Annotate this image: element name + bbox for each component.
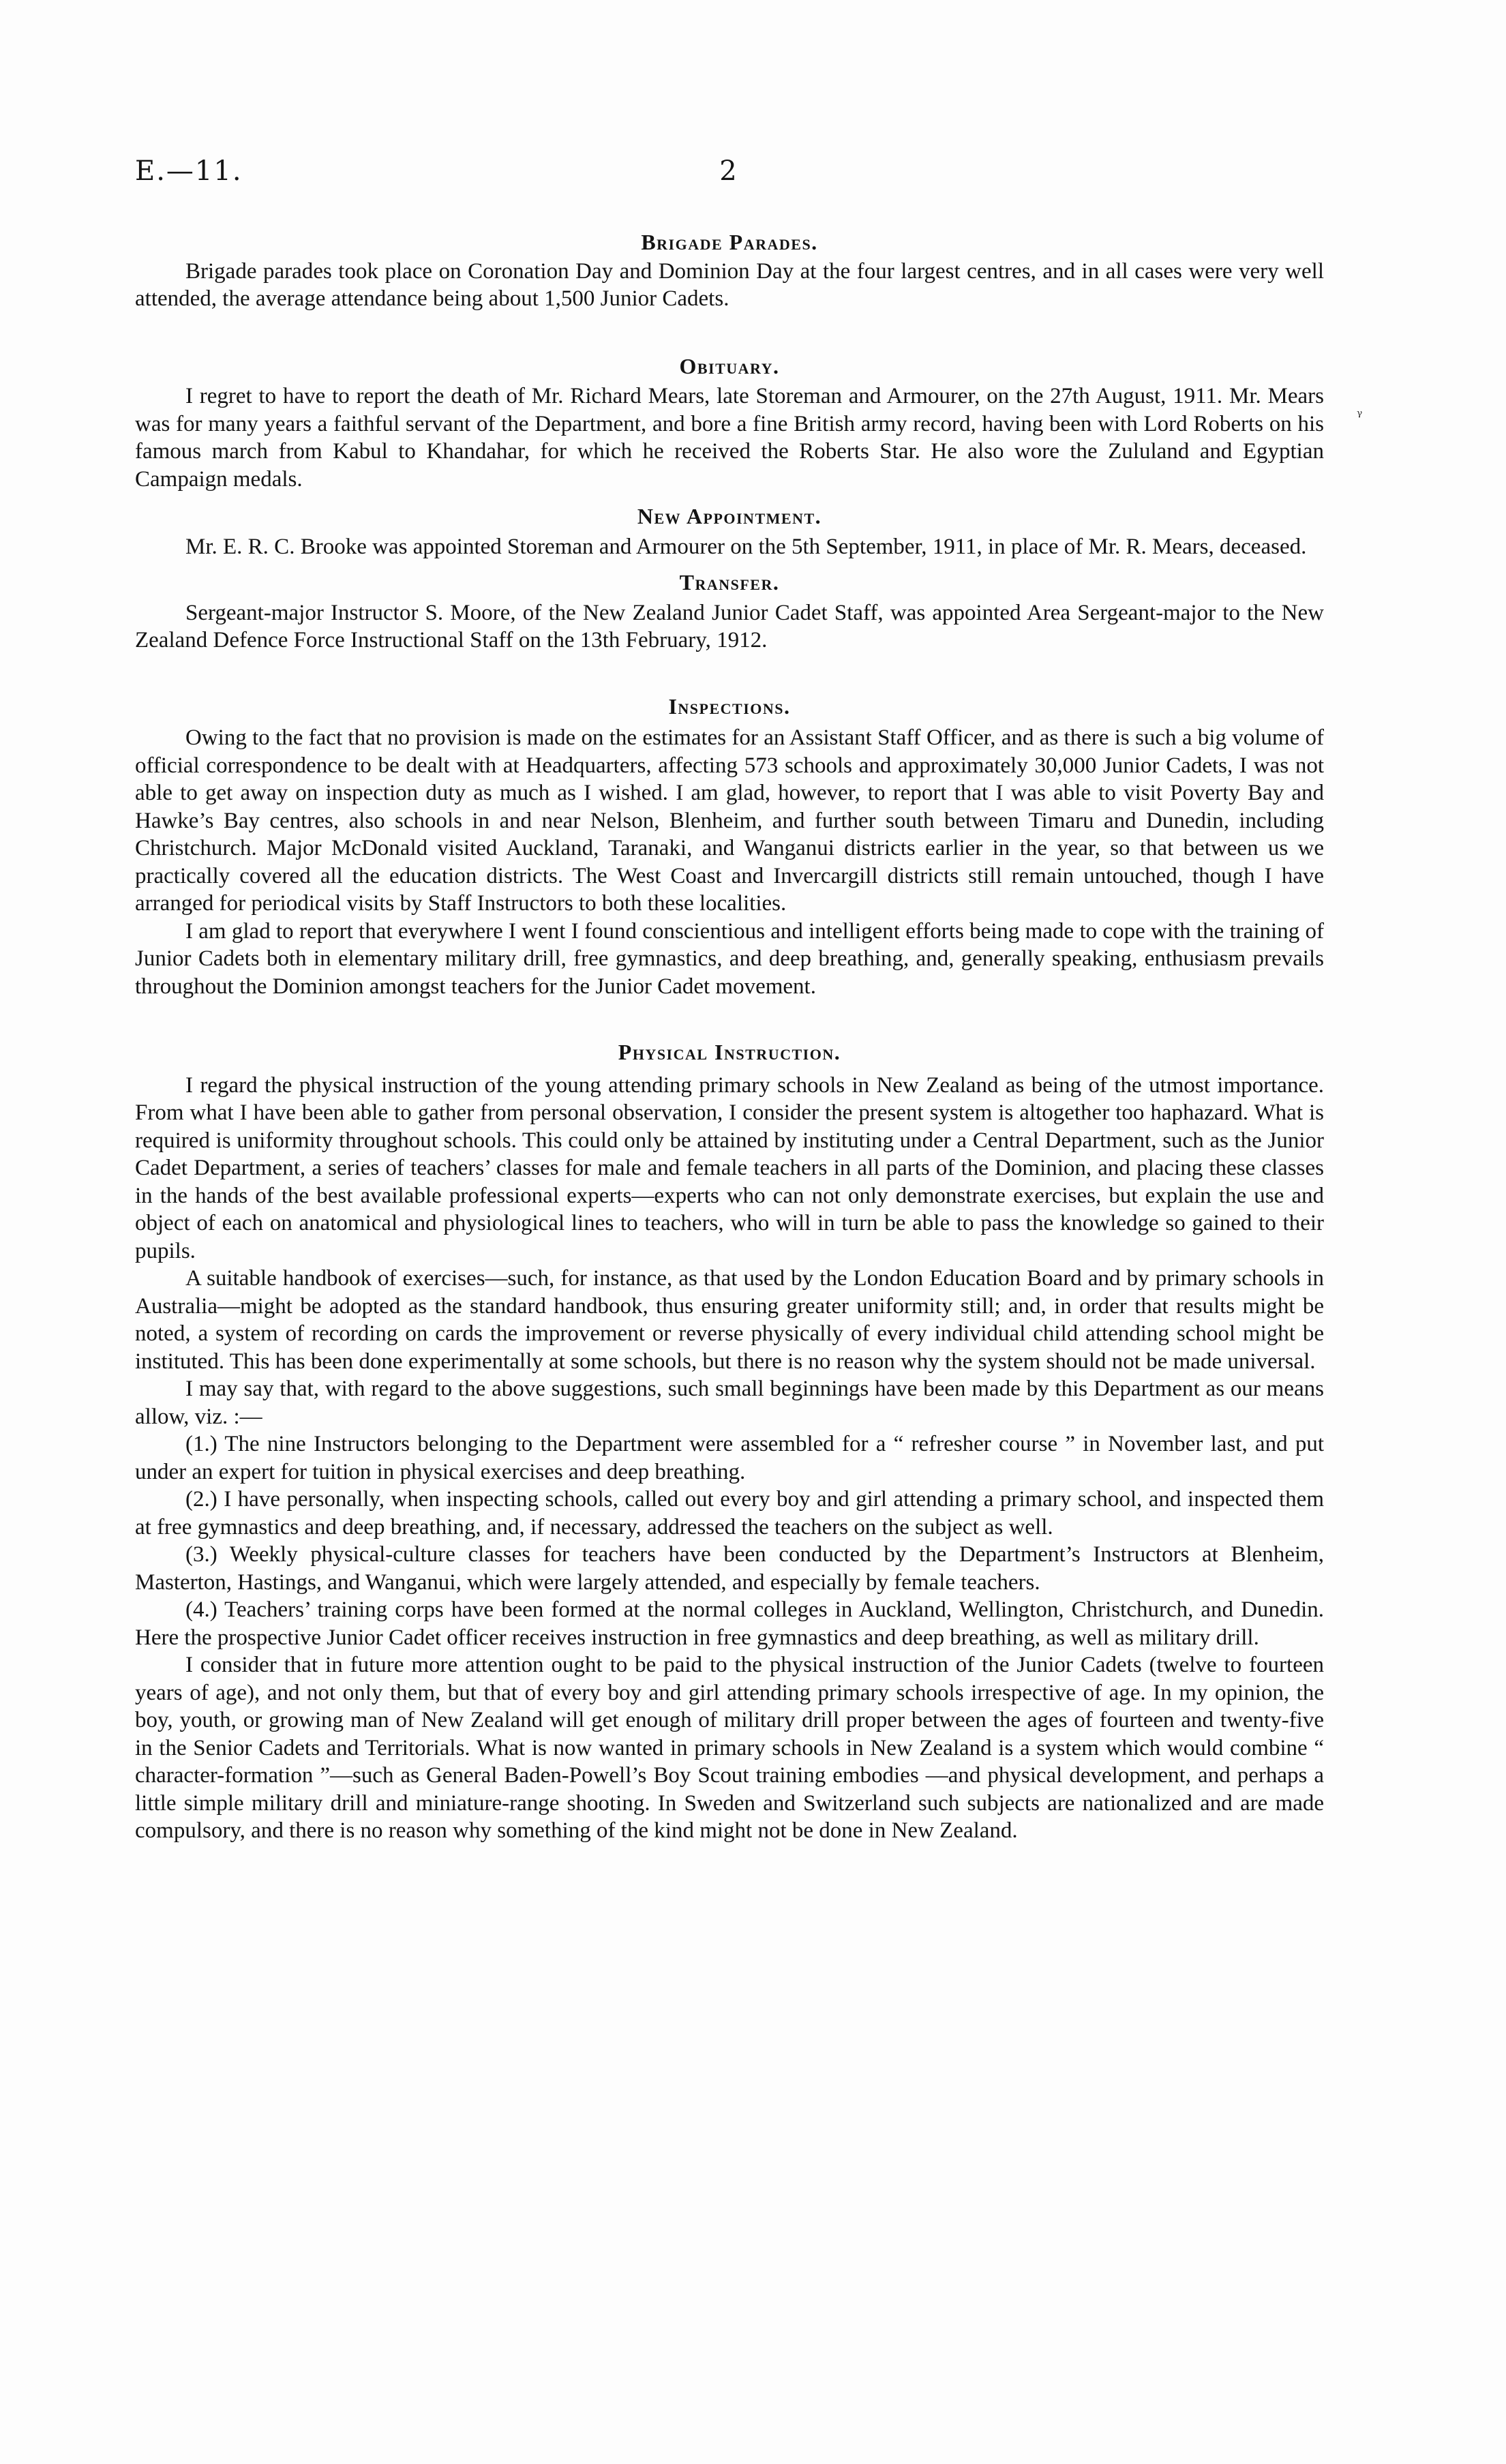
section-heading-obituary: Obituary. <box>679 353 780 378</box>
list-item: (3.) Weekly physical-culture classes for teachers have been conducted by the Department’s Instructors at Blenheim, Masterton, Hastings, and Wanganui, which were largely attended, and especially by female teachers. <box>135 1542 1324 1595</box>
paragraph: A suitable handbook of exercises—such, for instance, as that used by the London Education Board and by primary schools in Australia—might be adopted as the standard handbook, thus ensuring greater uniformity still; and, in order that results might be noted, a system of recording on cards the improvement or reverse physically of every individual child attending school might be instituted. This has been done experimentally at some schools, but there is no reason why the system should not be made universal. <box>135 1266 1324 1374</box>
list-item: (4.) Teachers’ training corps have been formed at the normal colleges in Auckland, Wellington, Christchurch, and Dunedin. Here the prospective Junior Cadet officer receives instruction in free gymnastics and deep breathing, as well as military drill. <box>135 1597 1324 1650</box>
paragraph: I regret to have to report the death of Mr. Richard Mears, late Storeman and Armourer, on the 27th August, 1911. Mr. Mears was for many years a faithful servant of the Department, and bore a fine British army record, having been with Lord Roberts on his famous march from Kabul to Khandahar, for which he received the Roberts Star. He also wore the Zululand and Egyptian Campaign medals. <box>135 384 1324 492</box>
section-heading-inspections: Inspections. <box>668 693 791 719</box>
paragraph: I am glad to report that everywhere I went I found conscientious and intelligent efforts being made to cope with the training of Junior Cadets both in elementary military drill, free gymnastics, and deep breathing, and, generally speaking, enthusiasm prevails throughout the Dominion amongst teachers for the Junior Cadet movement. <box>135 918 1324 999</box>
document-code: E.—11. <box>135 155 243 187</box>
paragraph: I may say that, with regard to the above suggestions, such small beginnings have been made by this Department as our means allow, viz. :— <box>135 1377 1324 1429</box>
paragraph: Owing to the fact that no provision is made on the estimates for an Assistant Staff Officer, and as there is such a big volume of official correspondence to be dealt with at Headquarters, affecting 573 schools and approximately 30,000 Junior Cadets, I was not able to get away on inspection duty as much as I wished. I am glad, however, to report that I was able to visit Poverty Bay and Hawke’s Bay centres, also schools in and near Nelson, Blenheim, and further south between Timaru and Dunedin, including Christchurch. Major McDonald visited Auckland, Taranaki, and Wanganui districts earlier in the year, so that between us we practically covered all the education districts. The West Coast and Invercargill districts still remain untouched, though I have arranged for periodical visits by Staff Instructors to both these localities. <box>135 725 1324 916</box>
list-item: (1.) The nine Instructors belonging to the Department were assembled for a “ refresher course ” in November last, and put under an expert for tuition in physical exercises and deep breathing. <box>135 1432 1324 1484</box>
page-number: 2 <box>719 155 737 187</box>
paragraph: Sergeant-major Instructor S. Moore, of the New Zealand Junior Cadet Staff, was appointed Area Sergeant-major to the New Zealand Defence Force Instructional Staff on the 13th February, 1912. <box>135 600 1324 652</box>
list-item: (2.) I have personally, when inspecting schools, called out every boy and girl attending a primary school, and inspected them at free gymnastics and deep breathing, and, if necessary, addressed the teachers on the subject as well. <box>135 1487 1324 1539</box>
document-body <box>135 228 1324 1845</box>
paragraph: I consider that in future more attention ought to be paid to the physical instruction of the Junior Cadets (twelve to fourteen years of age), and not only them, but that of every boy and girl attending primary schools irrespective of age. In my opinion, the boy, youth, or growing man of New Zealand will get enough of military drill proper between the ages of fourteen and twenty-five in the Senior Cadets and Territorials. What is now wanted in primary schools in New Zealand is a system which would combine “ character-formation ”—such as General Baden-Powell’s Boy Scout training embodies —and physical development, and perhaps a little simple military drill and miniature-range shooting. In Sweden and Switzerland such subjects are nationalized and are made compulsory, and there is no reason why something of the kind might not be done in New Zealand. <box>135 1653 1324 1843</box>
running-header <box>135 155 1321 203</box>
section-heading-transfer: Transfer. <box>679 570 780 595</box>
margin-mark: ᵞ <box>1357 408 1363 425</box>
section-heading-new-appointment: New Appointment. <box>637 504 822 528</box>
paragraph: Brigade parades took place on Coronation Day and Dominion Day at the four largest centres, and in all cases were very well attended, the average attendance being about 1,500 Junior Cadets. <box>135 258 1324 311</box>
paragraph: I regard the physical instruction of the young attending primary schools in New Zealand as being of the utmost importance. From what I have been able to gather from personal observation, I consider the present system is altogether too haphazard. What is required is uniformity throughout schools. This could only be attained by instituting under a Central Department, such as the Junior Cadet Department, a series of teachers’ classes for male and female teachers in all parts of the Dominion, and placing these classes in the hands of the best available professional experts—experts who can not only demonstrate exercises, but explain the use and object of each on anatomical and physiological lines to teachers, who will in turn be able to pass the knowledge so gained to their pupils. <box>135 1072 1324 1263</box>
section-heading-physical-instruction: Physical Instruction. <box>618 1040 841 1064</box>
section-heading-brigade-parades: Brigade Parades. <box>641 230 818 254</box>
paragraph: Mr. E. R. C. Brooke was appointed Storeman and Armourer on the 5th September, 1911, in place of Mr. R. Mears, deceased. <box>185 534 1307 559</box>
